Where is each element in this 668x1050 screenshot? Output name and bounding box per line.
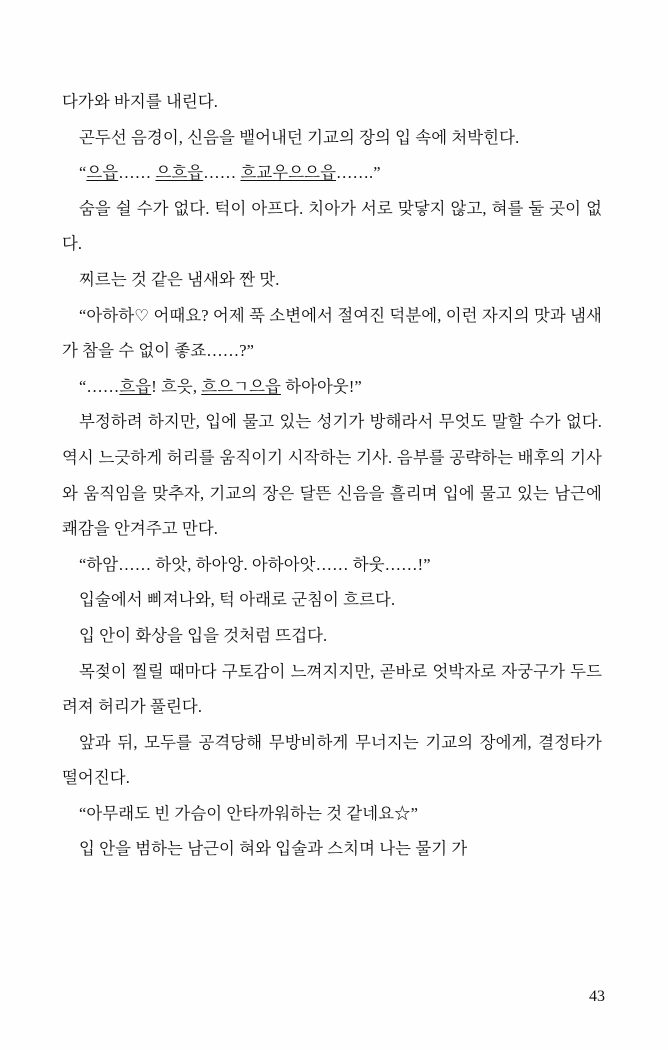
paragraph: 다가와 바지를 내린다.: [62, 92, 218, 111]
paragraph: 부정하려 하지만, 입에 물고 있는 성기가 방해라서 무엇도 말할 수가 없다. 역시 느긋하게 허리를 움직이기 시작하는 기사. 음부를 공략하는 배후의 기사와 움직임을 맞추자, 기교의 장은 달뜬 신음을 흘리며 입에 물고 있는 남근에 쾌감을 안겨주고 만다.: [62, 412, 602, 539]
paragraph: 찌르는 것 같은 냄새와 짠 맛.: [79, 269, 280, 289]
text-run: ……: [118, 163, 156, 183]
paragraph: 숨을 쉴 수가 없다. 턱이 아프다. 치아가 서로 맞닿지 않고, 혀를 둘 곳이 없다.: [62, 198, 602, 254]
text-run: ……: [203, 163, 241, 183]
paragraph: 입술에서 삐져나와, 턱 아래로 군침이 흐르다.: [79, 590, 396, 610]
paragraph: [62, 155, 602, 191]
text-run: “……: [79, 376, 120, 396]
paragraph: “아하하♡ 어때요? 어제 푹 소변에서 절여진 덕분에, 이런 자지의 맛과 냄새가 참을 수 없이 좋죠……?”: [62, 305, 602, 361]
paragraph: 입 안이 화상을 입을 것처럼 뜨겁다.: [79, 625, 328, 645]
paragraph: 입 안을 범하는 남근이 혀와 입술과 스치며 나는 물기 가: [79, 839, 468, 859]
text-run: ! 흐읏,: [151, 376, 202, 396]
paragraph: [62, 369, 602, 405]
text-run: “: [79, 163, 87, 183]
page-number: 43: [589, 988, 605, 1005]
paragraph: 앞과 뒤, 모두를 공격당해 무방비하게 무너지는 기교의 장에게, 결정타가 떨어진다.: [62, 732, 602, 788]
underlined-text: 흐읍: [119, 376, 152, 396]
underlined-text: 흐교우으으읍: [240, 163, 337, 183]
text-run: 하아아웃!”: [280, 376, 362, 396]
underlined-text: 으흐읍: [155, 163, 204, 183]
paragraph: 곤두선 음경이, 신음을 뱉어내던 기교의 장의 입 속에 처박힌다.: [79, 127, 520, 147]
paragraph: 목젖이 찔릴 때마다 구토감이 느껴지지만, 곧바로 엇박자로 자궁구가 두드려져 허리가 풀린다.: [62, 661, 602, 717]
underlined-text: 흐으ㄱ으읍: [201, 376, 281, 396]
underlined-text: 으읍: [86, 163, 119, 183]
paragraph: “아무래도 빈 가슴이 안타까워하는 것 같네요☆”: [79, 803, 419, 823]
paragraph: “하암…… 하앗, 하아앙. 아하아앗…… 하웃……!”: [79, 554, 431, 574]
body-text-column: [62, 84, 602, 867]
text-run: …….”: [336, 163, 381, 183]
